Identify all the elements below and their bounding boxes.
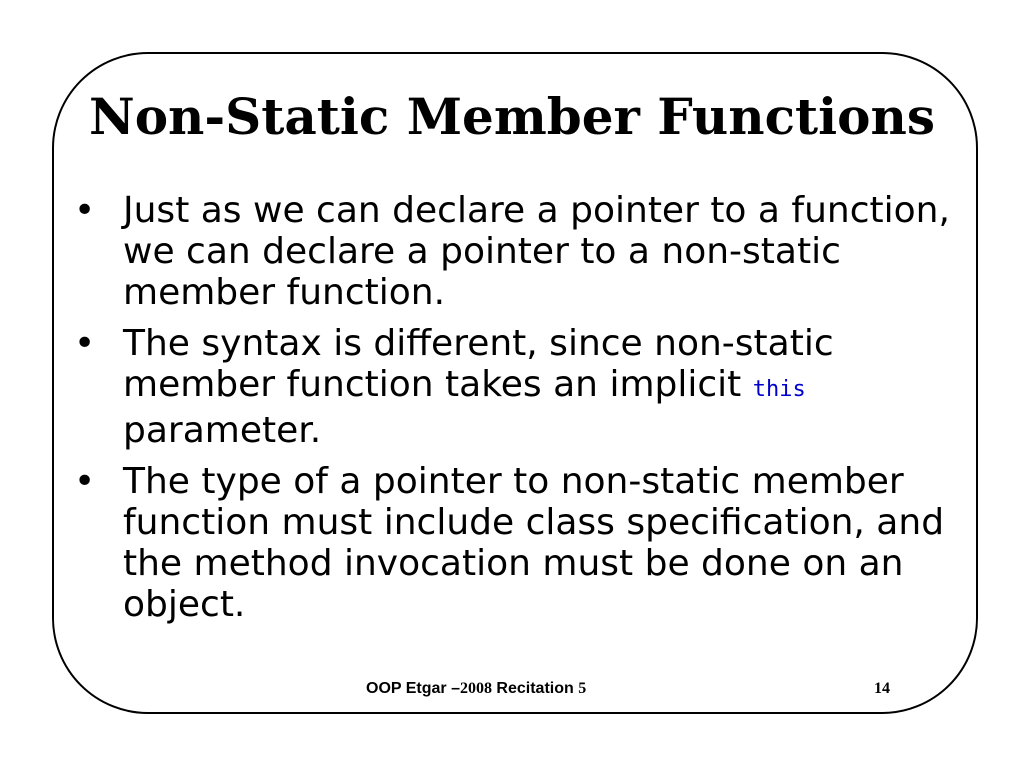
footer-recitation-number: 5 [578,680,587,697]
bullet-text-before: The syntax is different, since non-static member function takes an implicit [123,323,834,405]
bullet-item-2 [68,323,968,451]
footer-year: 2008 [459,680,492,697]
bullet-marker: • [74,190,96,231]
bullet-marker: • [74,323,96,364]
bullet-item-1 [68,190,968,313]
footer [0,680,1024,704]
bullet-marker: • [74,461,96,502]
bullet-text-after: parameter. [123,410,322,451]
bullet-item-3 [68,461,968,625]
bullet-text: Just as we can declare a pointer to a function, we can declare a pointer to a non-static member function. [123,190,950,313]
page-number: 14 [874,680,890,697]
slide-title: Non-Static Member Functions [89,87,935,146]
bullet-list [68,190,968,635]
footer-course [366,680,586,698]
footer-course-name: OOP Etgar – [366,680,460,697]
bullet-text: The type of a pointer to non-static member function must include class specification, and the method invocation must be done on an object. [123,461,945,625]
code-keyword-this: this [752,377,806,402]
footer-recitation-label: Recitation [491,680,579,697]
